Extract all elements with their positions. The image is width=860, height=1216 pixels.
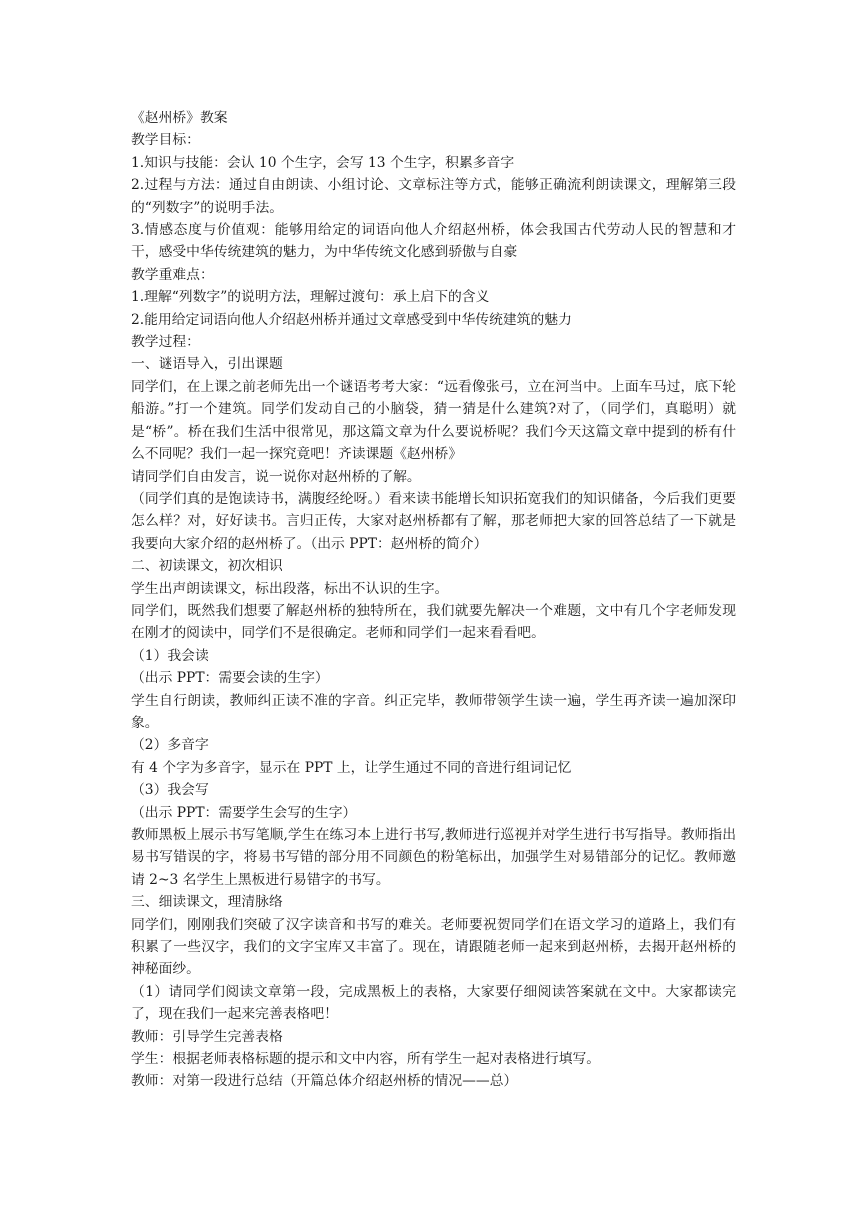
paragraph: 学生自行朗读，教师纠正读不准的字音。纠正完毕，教师带领学生读一遍，学生再齐读一遍加深印象。 <box>131 692 736 731</box>
objective-item: 3.情感态度与价值观：能够用给定的词语向他人介绍赵州桥，体会我国古代劳动人民的智慧和才干，感受中华传统建筑的魅力，为中华传统文化感到骄傲与自豪 <box>131 222 736 261</box>
paragraph: 学生：根据老师表格标题的提示和文中内容，所有学生一起对表格进行填写。 <box>131 1051 601 1068</box>
paragraph: 教师黑板上展示书写笔顺,学生在练习本上进行书写,教师进行巡视并对学生进行书写指导。教师指出易书写错误的字，将易书写错的部分用不同颜色的粉笔标出，加强学生对易错部分的记忆。教师邀请 2~3 名学生上黑板进行易错字的书写。 <box>131 827 736 888</box>
step-heading: 一、谜语导入，引出课题 <box>131 356 283 373</box>
document-body <box>131 107 736 1093</box>
paragraph: （出示 PPT：需要学生会写的生字） <box>131 804 357 821</box>
paragraph: 有 4 个字为多音字，显示在 PPT 上，让学生通过不同的音进行组词记忆 <box>131 759 572 776</box>
paragraph: 学生出声朗读课文，标出段落，标出不认识的生字。 <box>131 580 449 597</box>
section-heading-key-points: 教学重难点： <box>131 266 214 283</box>
step-heading: 二、初读课文，初次相识 <box>131 558 283 575</box>
paragraph: 教师：引导学生完善表格 <box>131 1028 283 1045</box>
sub-heading: （1）我会读 <box>131 647 209 664</box>
section-heading-objectives: 教学目标： <box>131 132 200 149</box>
paragraph: 同学们，刚刚我们突破了汉字读音和书写的难关。老师要祝贺同学们在语文学习的道路上，我们有积累了一些汉字，我们的文字宝库又丰富了。现在，请跟随老师一起来到赵州桥，去揭开赵州桥的神秘面纱。 <box>131 916 736 978</box>
paragraph: 同学们，既然我们想要了解赵州桥的独特所在，我们就要先解决一个难题，文中有几个字老师发现在刚才的阅读中，同学们不是很确定。老师和同学们一起来看看吧。 <box>131 602 736 642</box>
paragraph: 教师：对第一段进行总结（开篇总体介绍赵州桥的情况——总） <box>131 1073 518 1090</box>
paragraph: （同学们真的是饱读诗书，满腹经纶呀。）看来读书能增长知识拓宽我们的知识储备，今后我们更要怎么样？对，好好读书。言归正传，大家对赵州桥都有了解，那老师把大家的回答总结了一下就是我要向大家介绍的赵州桥了。（出示 PPT：赵州桥的简介） <box>131 490 736 552</box>
paragraph: （出示 PPT：需要会读的生字） <box>131 670 329 687</box>
key-point-item: 2.能用给定词语向他人介绍赵州桥并通过文章感受到中华传统建筑的魅力 <box>131 311 572 328</box>
sub-heading: （3）我会写 <box>131 782 209 799</box>
objective-item: 2.过程与方法：通过自由朗读、小组讨论、文章标注等方式，能够正确流利朗读课文，理解第三段的“列数字”的说明手法。 <box>131 177 736 216</box>
paragraph: （1）请同学们阅读文章第一段，完成黑板上的表格，大家要仔细阅读答案就在文中。大家都读完了，现在我们一起来完善表格吧！ <box>131 983 736 1023</box>
section-heading-process: 教学过程： <box>131 334 200 351</box>
document-title: 《赵州桥》教案 <box>131 110 228 126</box>
paragraph: 同学们，在上课之前老师先出一个谜语考考大家：“远看像张弓，立在河当中。上面车马过，底下轮船游。”打一个建筑。同学们发动自己的小脑袋，猜一猜是什么建筑?对了，（同学们，真聪明）就是“桥”。桥在我们生活中很常见，那这篇文章为什么要说桥呢？我们今天这篇文章中提到的桥有什么不同呢？我们一起一探究竟吧！齐读课题《赵州桥》 <box>131 378 736 463</box>
key-point-item: 1.理解“列数字”的说明方法，理解过渡句：承上启下的含义 <box>131 289 490 306</box>
step-heading: 三、细读课文，理清脉络 <box>131 894 283 911</box>
sub-heading: （2）多音字 <box>131 737 209 754</box>
paragraph: 请同学们自由发言，说一说你对赵州桥的了解。 <box>131 468 421 485</box>
objective-item: 1.知识与技能：会认 10 个生字，会写 13 个生字，积累多音字 <box>131 154 515 171</box>
